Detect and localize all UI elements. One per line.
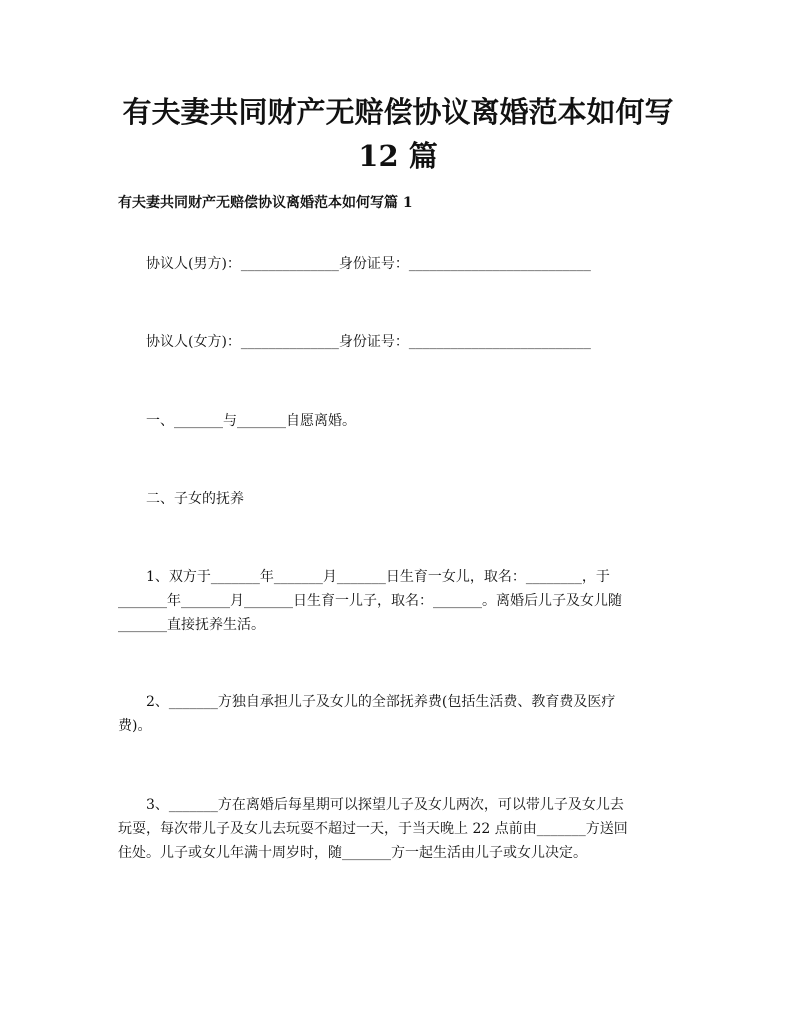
custody-item-3-line: 玩耍，每次带儿子及女儿去玩耍不超过一天，于当天晚上 22 点前由_______方送回 — [118, 821, 628, 837]
section-heading: 有夫妻共同财产无赔偿协议离婚范本如何写篇 1 — [118, 195, 413, 211]
document-title-line-2: 12 篇 — [358, 139, 438, 173]
custody-item-2 — [118, 690, 680, 738]
custody-item-3-line: 3、_______方在离婚后每星期可以探望儿子及女儿两次，可以带儿子及女儿去 — [146, 797, 624, 813]
custody-item-2-line: 2、_______方独自承担儿子及女儿的全部抚养费(包括生活费、教育费及医疗 — [146, 694, 616, 710]
custody-item-2-line: 费)。 — [118, 718, 152, 734]
clause-voluntary-divorce: 一、_______与_______自愿离婚。 — [146, 413, 356, 429]
custody-item-1 — [118, 565, 680, 637]
custody-item-3-line: 住处。儿子或女儿年满十周岁时，随_______方一起生活由儿子或女儿决定。 — [118, 845, 587, 861]
custody-item-1-line: 1、双方于_______年_______月_______日生育一女儿，取名：________，于 — [146, 569, 610, 585]
custody-item-1-line: _______年_______月_______日生育一儿子，取名：_______。离婚后儿子及女儿随 — [118, 593, 622, 609]
party-female-line: 协议人(女方)：______________身份证号：__________________________ — [146, 334, 591, 350]
document-title-line-1: 有夫妻共同财产无赔偿协议离婚范本如何写 — [122, 95, 674, 129]
clause-child-custody-heading: 二、子女的抚养 — [146, 491, 244, 507]
party-male-line: 协议人(男方)：______________身份证号：__________________________ — [146, 256, 591, 272]
custody-item-1-line: _______直接抚养生活。 — [118, 617, 265, 633]
custody-item-3 — [118, 793, 680, 865]
